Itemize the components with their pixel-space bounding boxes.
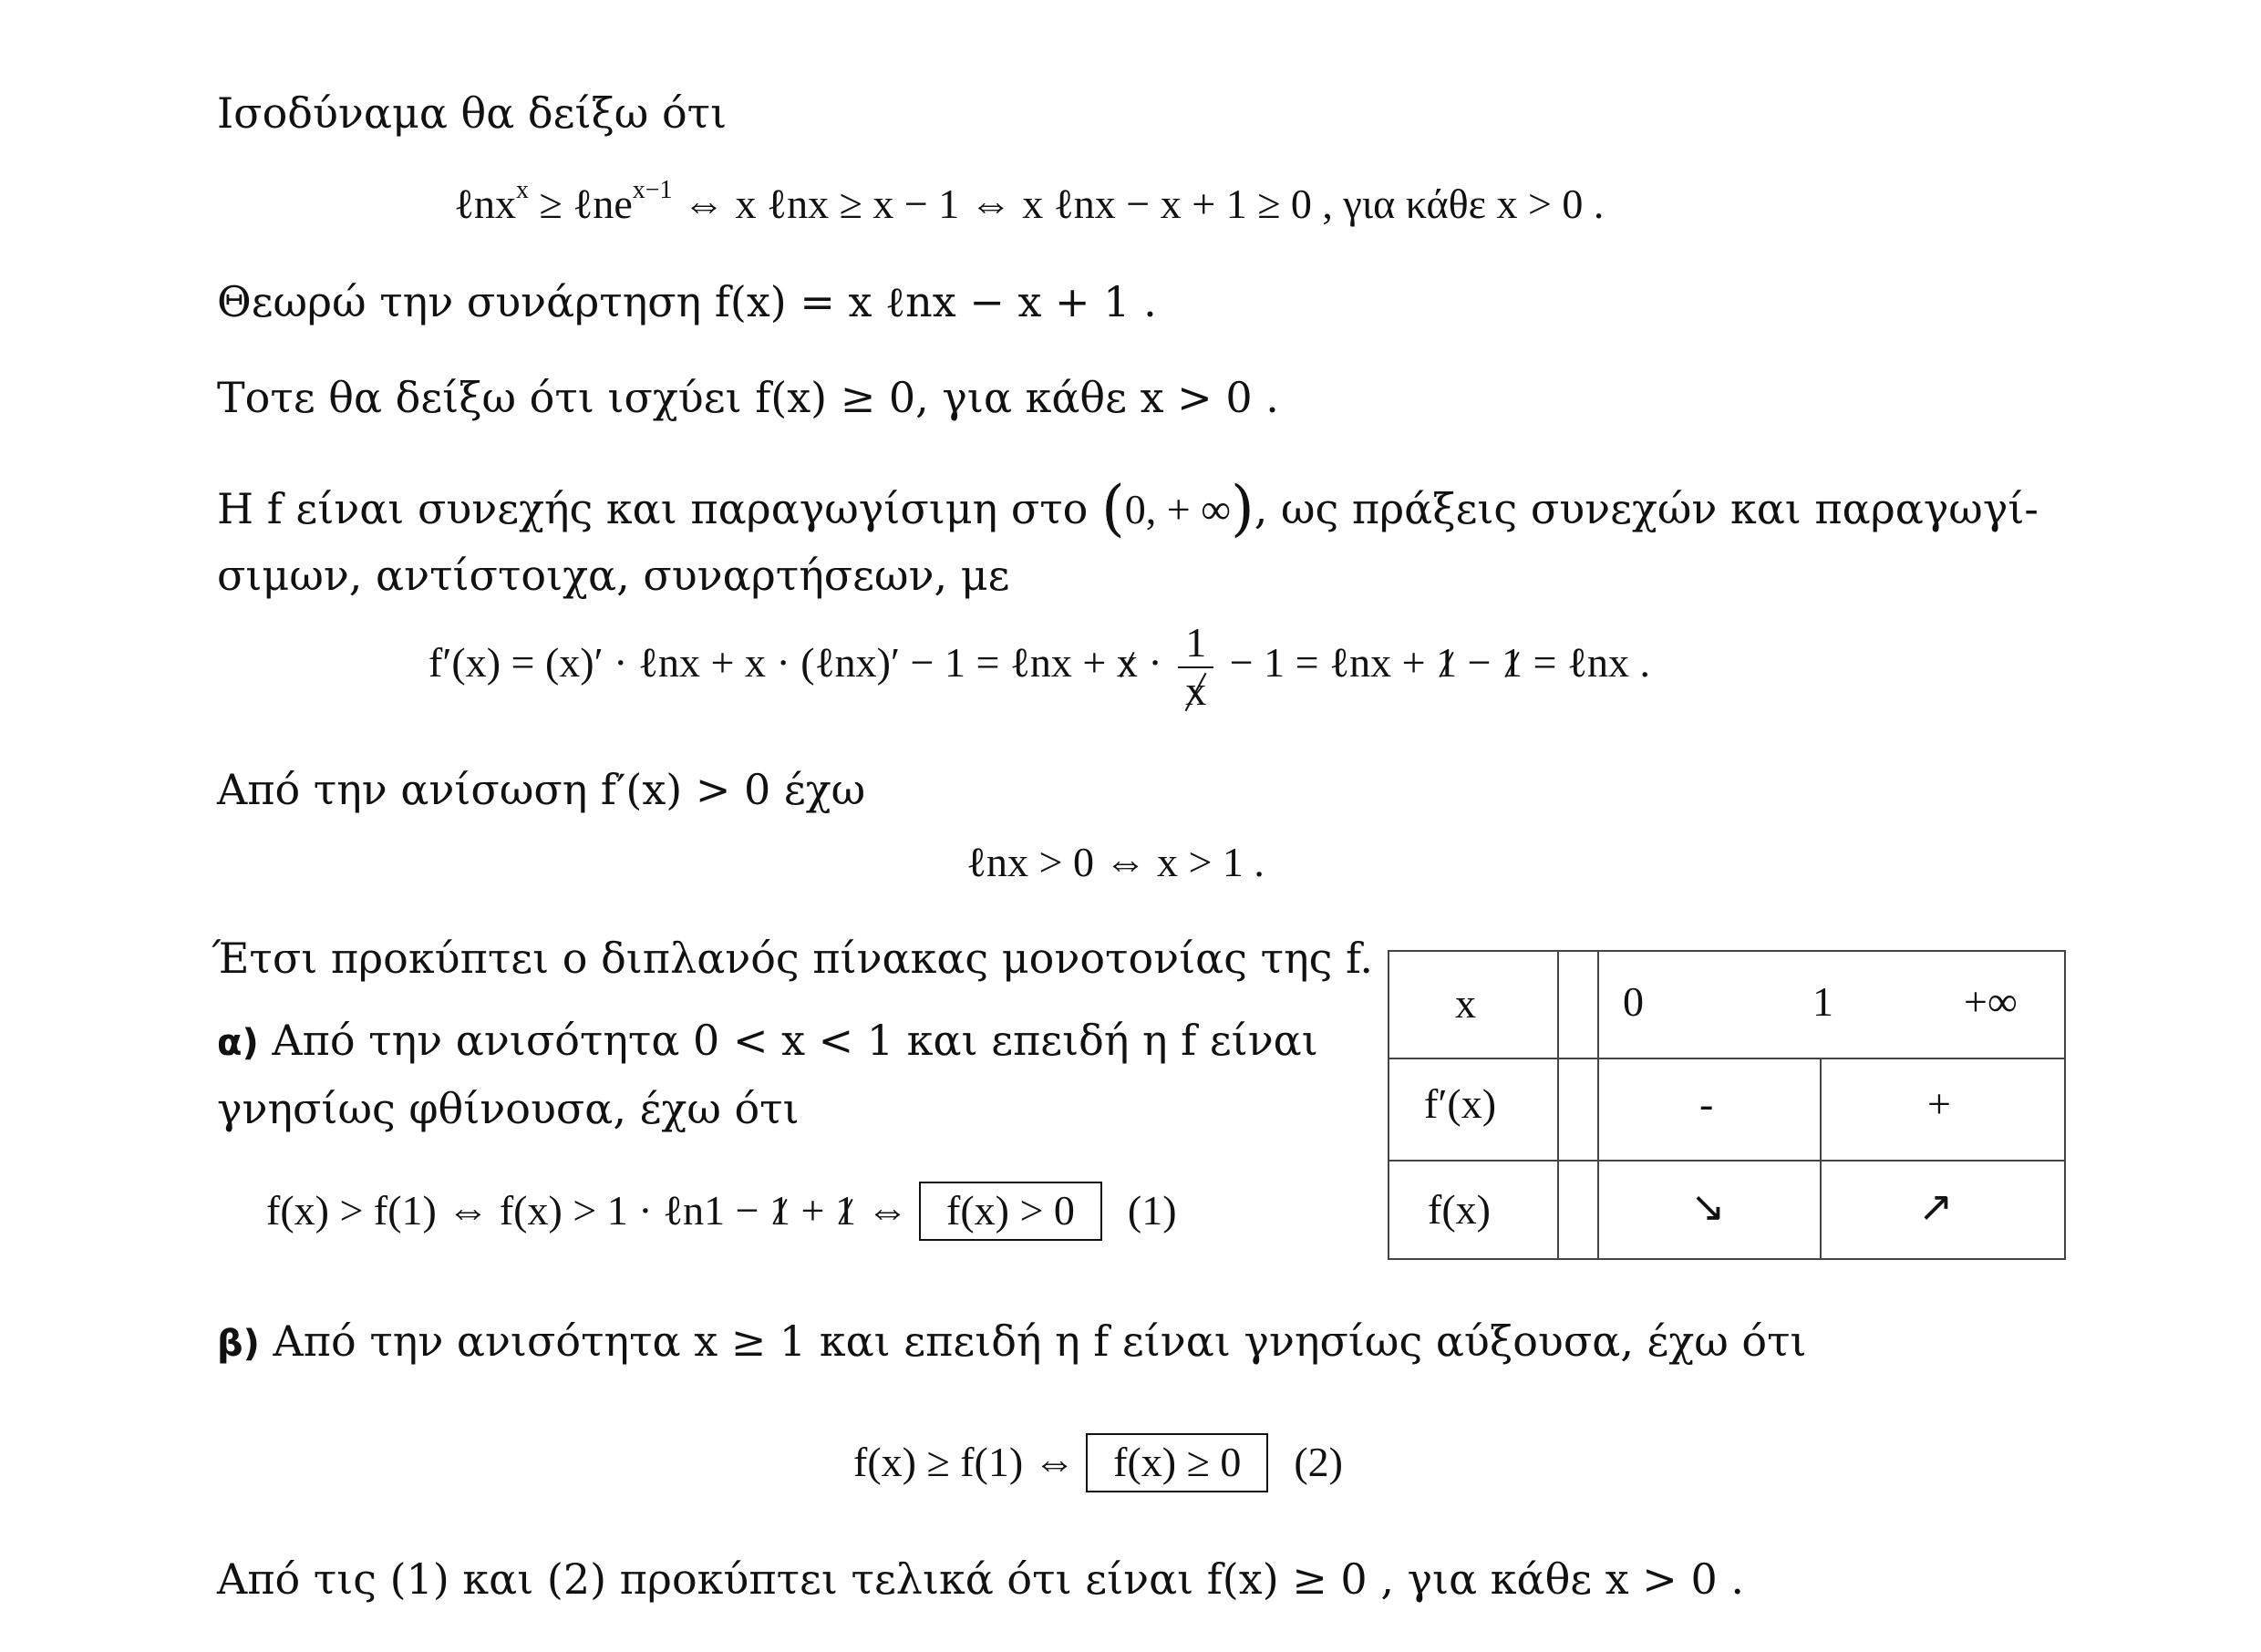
fraction-1-over-x	[1178, 620, 1213, 714]
table-sign-positive: +	[1927, 1080, 1951, 1127]
eq1-sup-a: x	[516, 176, 530, 204]
right-paren: )	[1231, 473, 1254, 543]
table-row-divider-1	[1389, 1058, 2064, 1059]
monotonicity-table-intro: Έτσι προκύπτει ο διπλανός πίνακας μονοτονίας της f.	[212, 934, 1374, 983]
table-col-divider-2	[1597, 952, 1599, 1258]
alpha-eq-part-b: ⇔	[856, 1187, 919, 1234]
case-beta-text: Από την ανισότητα x ≥ 1 και επειδή η f είναι γνησίως αύξουσα, έχω ότι	[259, 1316, 1807, 1366]
inequality-line: Από την ανίσωση f′(x) > 0 έχω	[217, 765, 866, 814]
fraction-numerator: 1	[1178, 620, 1213, 668]
function-definition-line: Θεωρώ την συνάρτηση f(x) = x ℓnx − x + 1 .	[217, 277, 1157, 326]
continuity-line-2: σιμων, αντίστοιχα, συναρτήσεων, με	[217, 551, 1010, 600]
deriv-minus: −	[1457, 639, 1502, 687]
equation-3: ℓnx > 0 ⇔ x > 1 .	[966, 839, 1265, 885]
continuity-text-b: , ως πράξεις συνεχών και παραγωγί-	[1254, 484, 2039, 533]
deriv-dot: ·	[1137, 639, 1173, 687]
case-alpha-line-2: γνησίως φθίνουσα, έχω ότι	[217, 1084, 800, 1133]
case-beta-line	[217, 1317, 1807, 1366]
equation-1	[454, 176, 1605, 229]
case-alpha-label: α)	[217, 1022, 259, 1064]
eq1-part-a: ℓnx	[454, 181, 517, 227]
alpha-eq-plus: +	[790, 1187, 835, 1234]
final-conclusion: Από τις (1) και (2) προκύπτει τελικά ότι είναι f(x) ≥ 0 , για κάθε x > 0 .	[217, 1554, 1744, 1604]
alpha-eq-part-a: f(x) > f(1) ⇔ f(x) > 1 · ℓn1 −	[266, 1187, 770, 1234]
derivative-equation	[428, 620, 1650, 714]
case-alpha-equation	[266, 1182, 1177, 1241]
continuity-text-a: Η f είναι συνεχής και παραγωγίσιμη στο	[217, 484, 1101, 533]
goal-line: Τοτε θα δείξω ότι ισχύει f(x) ≥ 0, για κάθε x > 0 .	[217, 373, 1279, 422]
table-value-0: 0	[1623, 978, 1644, 1025]
alpha-boxed-result: f(x) > 0	[919, 1182, 1102, 1241]
table-value-1: 1	[1812, 978, 1833, 1025]
eq1-sup-b: x−1	[632, 176, 673, 204]
table-row-divider-2	[1389, 1160, 2064, 1162]
alpha-struck-one-1: 1	[769, 1187, 791, 1234]
continuity-line	[217, 474, 2039, 543]
alpha-tag: (1)	[1127, 1187, 1177, 1234]
table-col-divider-3	[1820, 1058, 1822, 1258]
monotonicity-table	[1388, 950, 2066, 1260]
deriv-part-c: = ℓnx .	[1523, 639, 1651, 687]
case-beta-label: β)	[217, 1323, 260, 1365]
table-col-divider-1	[1557, 952, 1559, 1258]
table-value-infinity: +∞	[1964, 978, 2018, 1025]
fraction-denominator: x	[1178, 668, 1213, 715]
increasing-arrow-icon: ↗	[1918, 1183, 1954, 1230]
deriv-part-a: f′(x) = (x)′ · ℓnx + x · (ℓnx)′ − 1 = ℓnx +	[428, 639, 1117, 687]
beta-eq-part-a: f(x) ≥ f(1) ⇔	[853, 1439, 1087, 1485]
table-fprime-label: f′(x)	[1424, 1080, 1497, 1127]
interval: 0, + ∞	[1124, 486, 1231, 532]
struck-one-1: 1	[1436, 639, 1458, 687]
alpha-struck-one-2: 1	[835, 1187, 856, 1234]
table-x-label: x	[1455, 980, 1476, 1027]
case-alpha-line-1	[217, 1017, 1318, 1065]
deriv-part-b: − 1 = ℓnx +	[1219, 639, 1437, 687]
intro-line: Ισοδύναμα θα δείξω ότι	[217, 88, 728, 138]
struck-x: x	[1116, 639, 1138, 687]
left-paren: (	[1101, 473, 1125, 543]
case-alpha-text-1: Από την ανισότητα 0 < x < 1 και επειδή η f είναι	[258, 1016, 1318, 1065]
decreasing-arrow-icon: ↘	[1690, 1183, 1726, 1230]
eq1-part-c: ⇔ x ℓnx ≥ x − 1 ⇔ x ℓnx − x + 1 ≥ 0 , για κάθε x > 0 .	[672, 181, 1605, 227]
table-sign-negative: -	[1699, 1080, 1714, 1127]
eq1-part-b: ≥ ℓne	[529, 181, 633, 227]
table-f-label: f(x)	[1428, 1186, 1491, 1233]
beta-tag: (2)	[1294, 1439, 1343, 1485]
struck-one-2: 1	[1502, 639, 1523, 687]
case-beta-equation	[853, 1433, 1343, 1492]
beta-boxed-result: f(x) ≥ 0	[1086, 1433, 1268, 1492]
